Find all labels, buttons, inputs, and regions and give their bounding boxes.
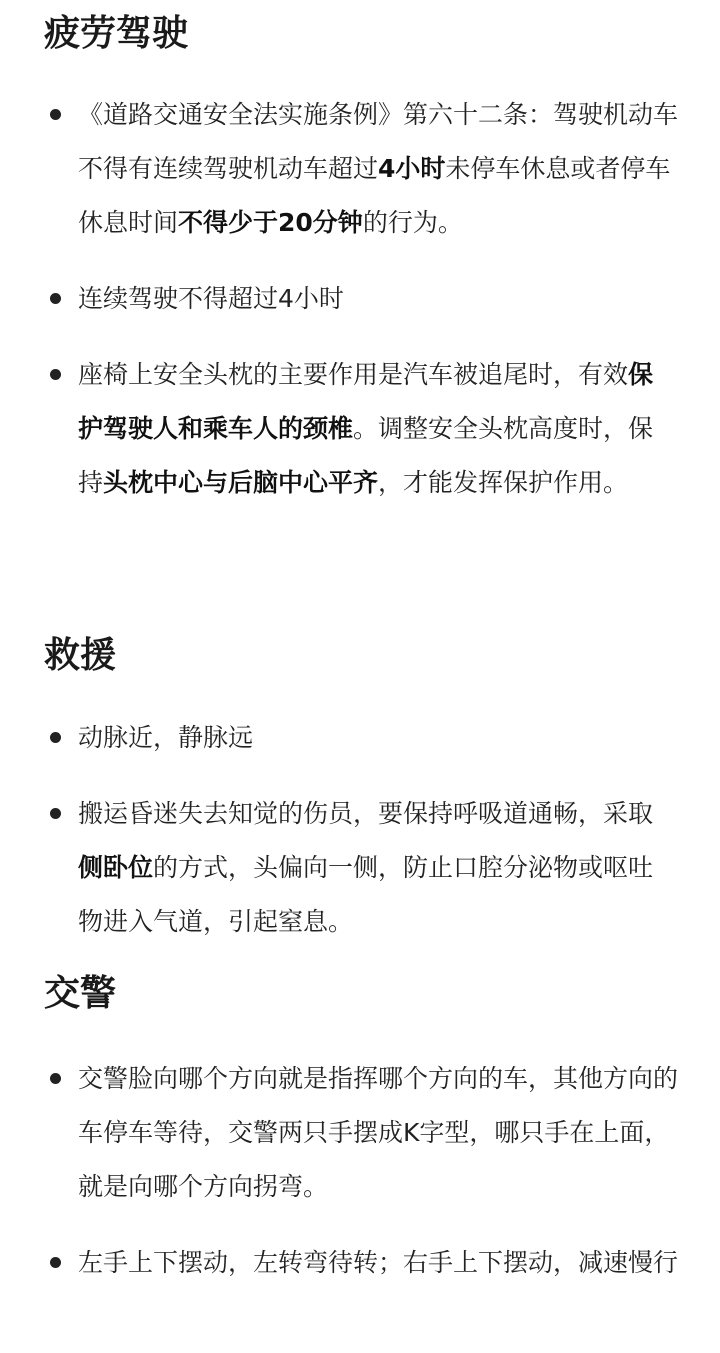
list-item — [0, 711, 720, 765]
fatigue-driving-list — [0, 88, 720, 510]
rich-text — [78, 100, 678, 237]
list-item — [0, 1236, 720, 1290]
list-item — [0, 272, 720, 326]
text-segment: 《道路交通安全法实施条例》第六十二条：驾驶机动车不得有连续驾驶机动车超过 — [78, 100, 679, 183]
bullet-icon — [50, 1257, 61, 1268]
text-segment: 。调整安全头枕高度时，保持 — [78, 414, 654, 497]
bullet-icon — [50, 1073, 61, 1084]
traffic-police-list — [0, 1052, 720, 1290]
section-title-traffic-police: 交警 — [44, 973, 117, 1014]
list-item — [0, 787, 720, 949]
list-item — [0, 88, 720, 250]
emphasis-text: 侧卧位 — [78, 853, 154, 882]
emphasis-text: 不得少于20分钟 — [178, 208, 363, 237]
text-segment: 交警脸向哪个方向就是指挥哪个方向的车，其他方向的车停车等待，交警两只手摆成K字型，哪只手在上面，就是向哪个方向拐弯。 — [78, 1064, 679, 1201]
emphasis-text: 4小时 — [378, 154, 446, 183]
text-segment: 的行为。 — [362, 208, 463, 237]
bullet-icon — [50, 369, 61, 380]
bullet-icon — [50, 293, 61, 304]
bullet-icon — [50, 109, 61, 120]
text-segment: 座椅上安全头枕的主要作用是汽车被追尾时，有效 — [78, 360, 629, 389]
text-segment: 动脉近，静脉远 — [78, 723, 254, 752]
rescue-list — [0, 711, 720, 949]
bullet-icon — [50, 732, 61, 743]
section-title-rescue: 救援 — [44, 635, 117, 676]
rich-text — [78, 284, 344, 313]
text-segment: 连续驾驶不得超过4小时 — [78, 284, 344, 313]
rich-text — [78, 1248, 678, 1277]
section-title-fatigue-driving: 疲劳驾驶 — [44, 13, 189, 54]
rich-text — [78, 723, 253, 752]
emphasis-text: 头枕中心与后脑中心平齐 — [103, 468, 379, 497]
text-segment: 的方式，头偏向一侧，防止口腔分泌物或呕吐物进入气道，引起窒息。 — [78, 853, 654, 936]
rich-text — [78, 799, 653, 936]
emphasis-text: 保护驾驶人和乘车人的颈椎 — [78, 360, 654, 443]
rich-text — [78, 360, 653, 497]
list-item — [0, 348, 720, 510]
text-segment: 搬运昏迷失去知觉的伤员，要保持呼吸道通畅，采取 — [78, 799, 654, 828]
text-segment: 左手上下摆动，左转弯待转；右手上下摆动，减速慢行 — [78, 1248, 679, 1277]
rich-text — [78, 1064, 678, 1201]
bullet-icon — [50, 808, 61, 819]
list-item — [0, 1052, 720, 1214]
text-segment: 未停车休息或者停车休息时间 — [78, 154, 671, 237]
text-segment: ，才能发挥保护作用。 — [378, 468, 629, 497]
